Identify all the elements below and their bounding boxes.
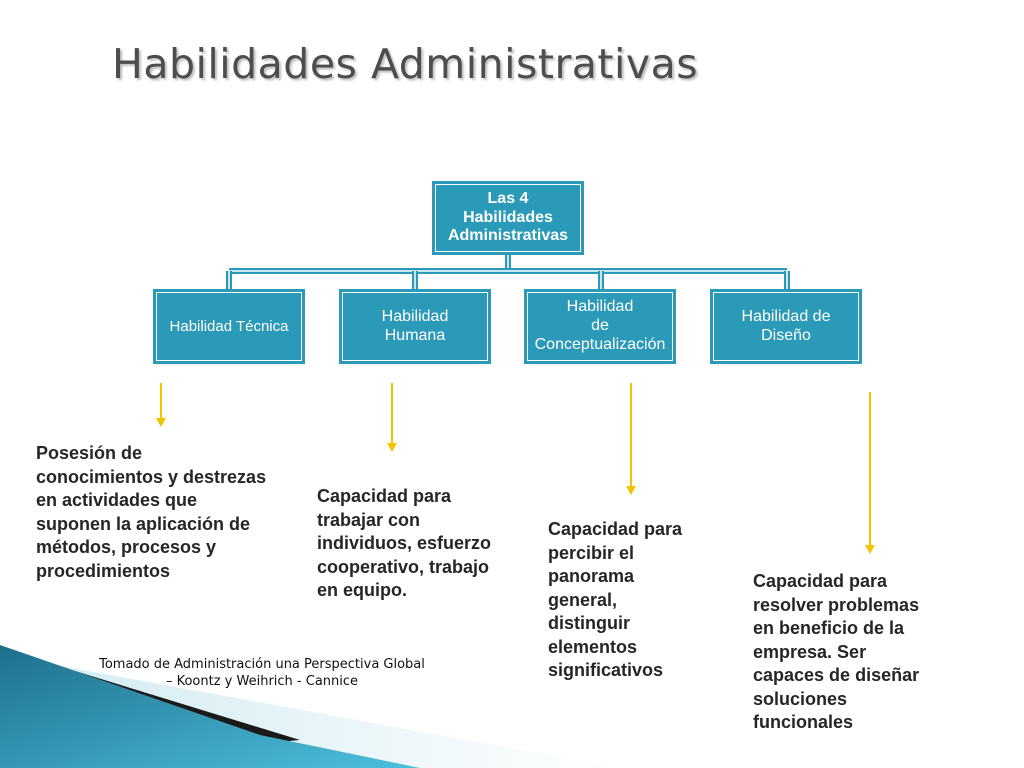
node-label: Habilidad Humana [381, 307, 449, 344]
node-label: Habilidad Técnica [169, 317, 289, 335]
page-title: Habilidades Administrativas [112, 40, 699, 88]
node-habilidad-tecnica [153, 289, 305, 364]
node-label: Habilidad de Diseño [741, 307, 831, 344]
description-tecnica: Posesión de conocimientos y destrezas en actividades que suponen la aplicación de métodos, procesos y procedimientos [36, 443, 267, 581]
description-humana: Capacidad para trabajar con individuos, esfuerzo cooperativo, trabajo en equipo. [317, 486, 492, 601]
arrow-conceptualizacion [626, 383, 636, 495]
tree-connectors [229, 255, 787, 290]
node-habilidad-humana [339, 289, 491, 364]
source-line-2: – Koontz y Weihrich - Cannice [165, 673, 359, 689]
description-conceptualizacion: Capacidad para percibir el panorama general, distinguir elementos significativos [548, 519, 683, 681]
source-citation [72, 657, 452, 691]
source-line-1: Tomado de Administración una Perspectiva Global [99, 657, 425, 672]
root-node-label: Las 4 Habilidades Administrativas [447, 189, 569, 245]
arrow-humana [387, 383, 397, 452]
description-diseno: Capacidad para resolver problemas en beneficio de la empresa. Ser capaces de diseñar soluciones funcionales [753, 571, 920, 733]
node-label: Habilidad de Conceptualización [534, 298, 666, 353]
arrow-diseno [865, 392, 875, 554]
node-habilidad-diseno [710, 289, 862, 364]
arrow-tecnica [156, 383, 166, 427]
root-node [432, 181, 584, 255]
node-habilidad-conceptualizacion [524, 289, 676, 364]
